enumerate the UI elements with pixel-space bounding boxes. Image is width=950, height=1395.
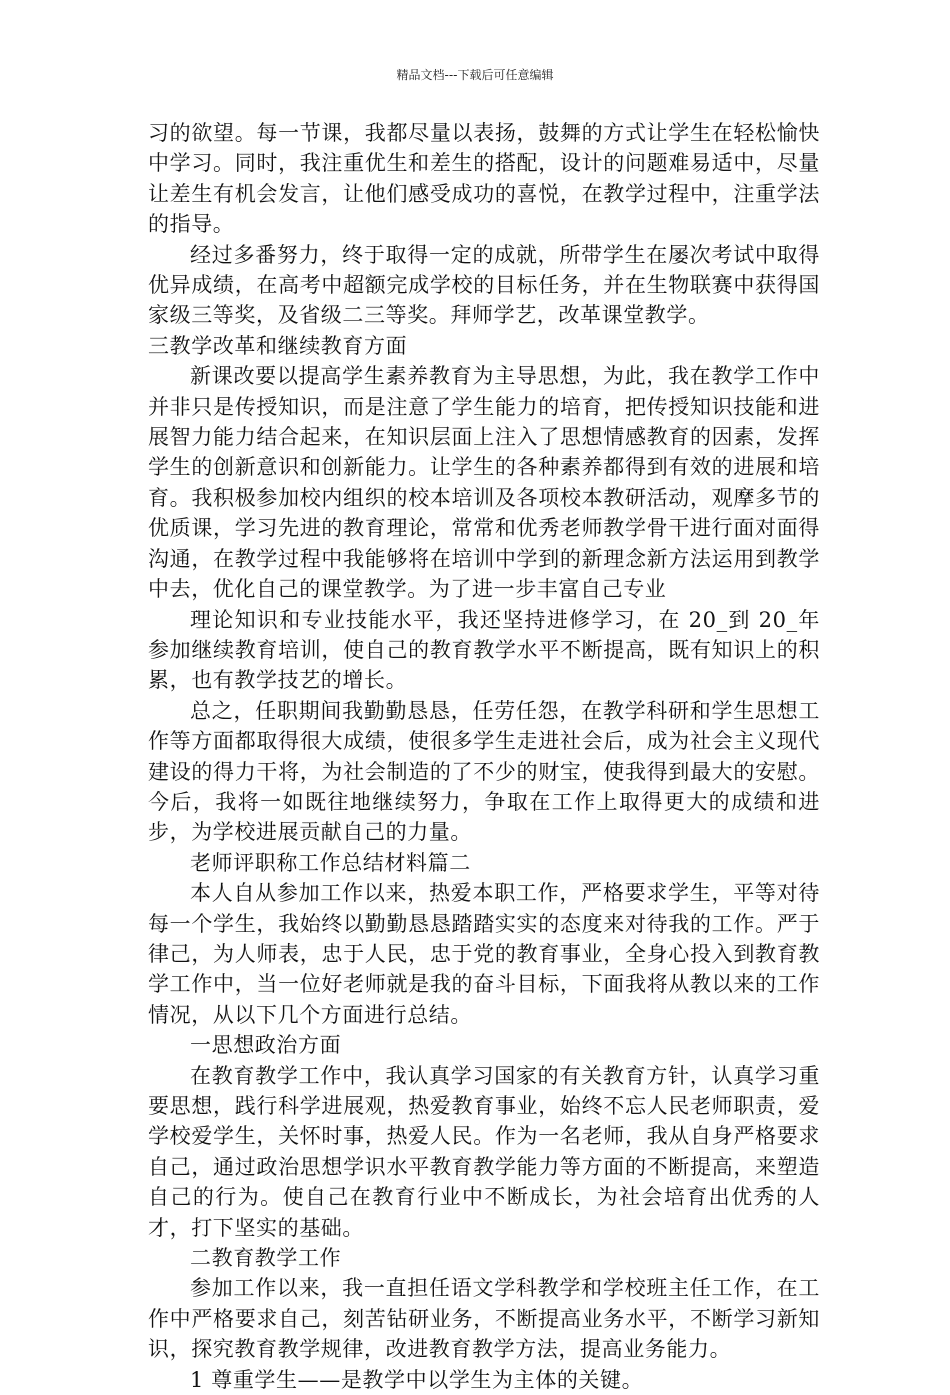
paragraph: 参加工作以来，我一直担任语文学科教学和学校班主任工作，在工作中严格要求自己，刻苦钻研业务，不断提高业务水平，不断学习新知识，探究教育教学规律，改进教育教学方法，提高业务能力。 <box>148 1276 820 1362</box>
page-header: 精品文档---下载后可任意编辑 <box>396 68 554 82</box>
section-heading: 三教学改革和继续教育方面 <box>148 333 408 358</box>
paragraph: 在教育教学工作中，我认真学习国家的有关教育方针，认真学习重要思想，践行科学进展观，热爱教育事业，始终不忘人民老师职责，爱学校爱学生，关怀时事，热爱人民。作为一名老师，我从自身严格要求自己，通过政治思想学识水平教育教学能力等方面的不断提高，来塑造自己的行为。使自己在教育行业中不断成长，为社会培育出优秀的人才，打下坚实的基础。 <box>148 1063 820 1240</box>
section-heading: 二教育教学工作 <box>190 1246 342 1271</box>
paragraph: 1 尊重学生——是教学中以学生为主体的关键。 <box>190 1367 644 1392</box>
paragraph: 习的欲望。每一节课，我都尽量以表扬，鼓舞的方式让学生在轻松愉快中学习。同时，我注重优生和差生的搭配，设计的问题难易适中，尽量让差生有机会发言，让他们感受成功的喜悦，在教学过程中，注重学法的指导。 <box>148 121 820 237</box>
section-heading: 一思想政治方面 <box>190 1033 342 1058</box>
paragraph: 经过多番努力，终于取得一定的成就，所带学生在屡次考试中取得优异成绩，在高考中超额完成学校的目标任务，并在生物联赛中获得国家级三等奖，及省级二三等奖。拜师学艺，改革课堂教学。 <box>148 242 820 328</box>
paragraph: 总之，任职期间我勤勤恳恳，任劳任怨，在教学科研和学生思想工作等方面都取得很大成绩，使很多学生走进社会后，成为社会主义现代建设的得力干将，为社会制造的了不少的财宝，使我得到最大的安慰。今后，我将一如既往地继续努力，争取在工作上取得更大的成绩和进步，为学校进展贡献自己的力量。 <box>148 698 820 845</box>
paragraph: 理论知识和专业技能水平，我还坚持进修学习，在 20_到 20_年参加继续教育培训，使自己的教育教学水平不断提高，既有知识上的积累，也有教学技艺的增长。 <box>148 607 820 693</box>
paragraph: 新课改要以提高学生素养教育为主导思想，为此，我在教学工作中并非只是传授知识，而是注意了学生能力的培育，把传授知识技能和进展智力能力结合起来，在知识层面上注入了思想情感教育的因素，发挥学生的创新意识和创新能力。让学生的各种素养都得到有效的进展和培育。我积极参加校内组织的校本培训及各项校本教研活动，观摩多节的优质课，学习先进的教育理论，常常和优秀老师教学骨干进行面对面得沟通，在教学过程中我能够将在培训中学到的新理念新方法运用到教学中去，优化自己的课堂教学。为了进一步丰富自己专业 <box>148 364 820 602</box>
document-body <box>148 118 820 1395</box>
paragraph: 本人自从参加工作以来，热爱本职工作，严格要求学生，平等对待每一个学生，我始终以勤勤恳恳踏踏实实的态度来对待我的工作。严于律己，为人师表，忠于人民，忠于党的教育事业，全身心投入到教育教学工作中，当一位好老师就是我的奋斗目标，下面我将从教以来的工作情况，从以下几个方面进行总结。 <box>148 881 820 1027</box>
section-title: 老师评职称工作总结材料篇二 <box>190 850 471 875</box>
